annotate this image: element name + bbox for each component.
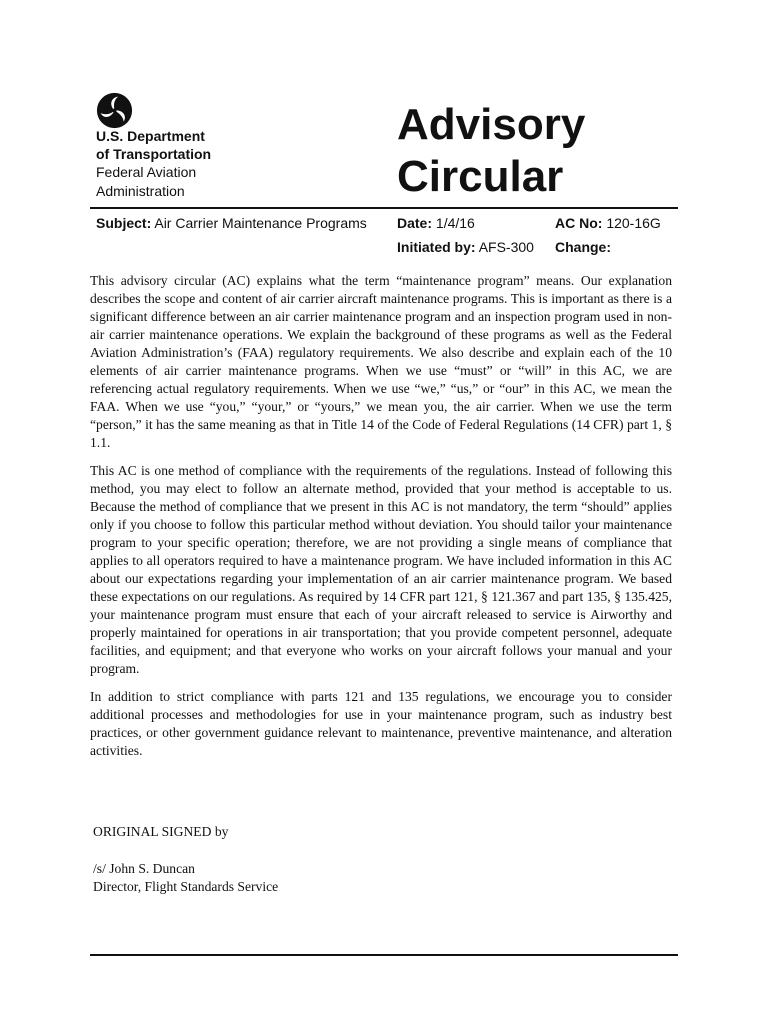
title-line-1: Advisory xyxy=(397,100,586,149)
date-field xyxy=(397,215,475,231)
header-divider xyxy=(90,207,678,209)
document-title xyxy=(397,99,585,203)
ac-number-field xyxy=(555,215,661,231)
initiated-by-label: Initiated by: xyxy=(397,239,476,255)
subject-value: Air Carrier Maintenance Programs xyxy=(154,215,367,231)
change-field xyxy=(555,239,611,255)
body-text xyxy=(90,272,672,770)
department-block xyxy=(96,127,211,201)
original-signed-line: ORIGINAL SIGNED by xyxy=(93,824,229,839)
dot-triskelion-logo-icon xyxy=(96,92,133,129)
subject-field xyxy=(96,215,367,231)
ac-number-label: AC No: xyxy=(555,215,603,231)
paragraph-additional: In addition to strict compliance with parts 121 and 135 regulations, we encourage you to consider additional processes and methodologies for use in your maintenance program, such as industry best practices, or other government guidance relevant to maintenance, preventive maintenance, and alteration activities. xyxy=(90,689,672,758)
initiated-by-field xyxy=(397,239,534,255)
paragraph-compliance: This AC is one method of compliance with the requirements of the regulations. Instead of following this method, you may elect to follow an alternate method, provided that your method is acceptable to us. Because the method of compliance that we present in this AC is not mandatory, the term “should” applies only if you choose to follow this particular method without deviation. You should tailor your maintenance program to your specific operation; therefore, we are not providing a single means of compliance that applies to all operators required to have a maintenance program. We have included information in this AC about our expectations regarding your implementation of an air carrier maintenance program. We based these expectations on our regulations. As required by 14 CFR part 121, § 121.367 and part 135, § 135.425, your maintenance program must ensure that each of your aircraft released to service is Airworthy and properly maintained for operations in air transportation; that you provide competent personnel, adequate facilities, and equipment; and that everyone who works on your aircraft follows your manual and your program. xyxy=(90,463,672,676)
date-label: Date: xyxy=(397,215,433,231)
ac-number-value: 120-16G xyxy=(606,215,661,231)
dept-line-1: U.S. Department xyxy=(96,128,205,144)
subject-label: Subject: xyxy=(96,215,152,231)
agency-line-1: Federal Aviation xyxy=(96,164,197,180)
paragraph-purpose: This advisory circular (AC) explains what the term “maintenance program” means. Our explanation describes the scope and content of air carrier aircraft maintenance programs. This is important as there is a significant difference between an air carrier maintenance program and an inspection program used in non-air carrier maintenance operations. We explain the background of these programs as well as the Federal Aviation Administration’s (FAA) regulatory requirements. We also describe and explain each of the 10 elements of air carrier maintenance programs. When we use “must” or “will” in this AC, we are referencing actual regulatory requirements. When we use “we,” “us,” or “our” in this AC, we mean the FAA. When we use “you,” “your,” or “yours,” we mean you, the air carrier. When we use the term “person,” it has the same meaning as that in Title 14 of the Code of Federal Regulations (14 CFR) part 1, § 1.1. xyxy=(90,273,672,450)
initiated-by-value: AFS-300 xyxy=(478,239,534,255)
agency-line-2: Administration xyxy=(96,183,185,199)
title-line-2: Circular xyxy=(397,152,564,201)
date-value: 1/4/16 xyxy=(435,215,475,231)
change-label: Change: xyxy=(555,239,611,255)
signatory-title: Director, Flight Standards Service xyxy=(93,879,279,894)
dept-line-2: of Transportation xyxy=(96,146,212,162)
signatory-name: /s/ John S. Duncan xyxy=(93,861,195,876)
footer-divider xyxy=(90,954,678,956)
